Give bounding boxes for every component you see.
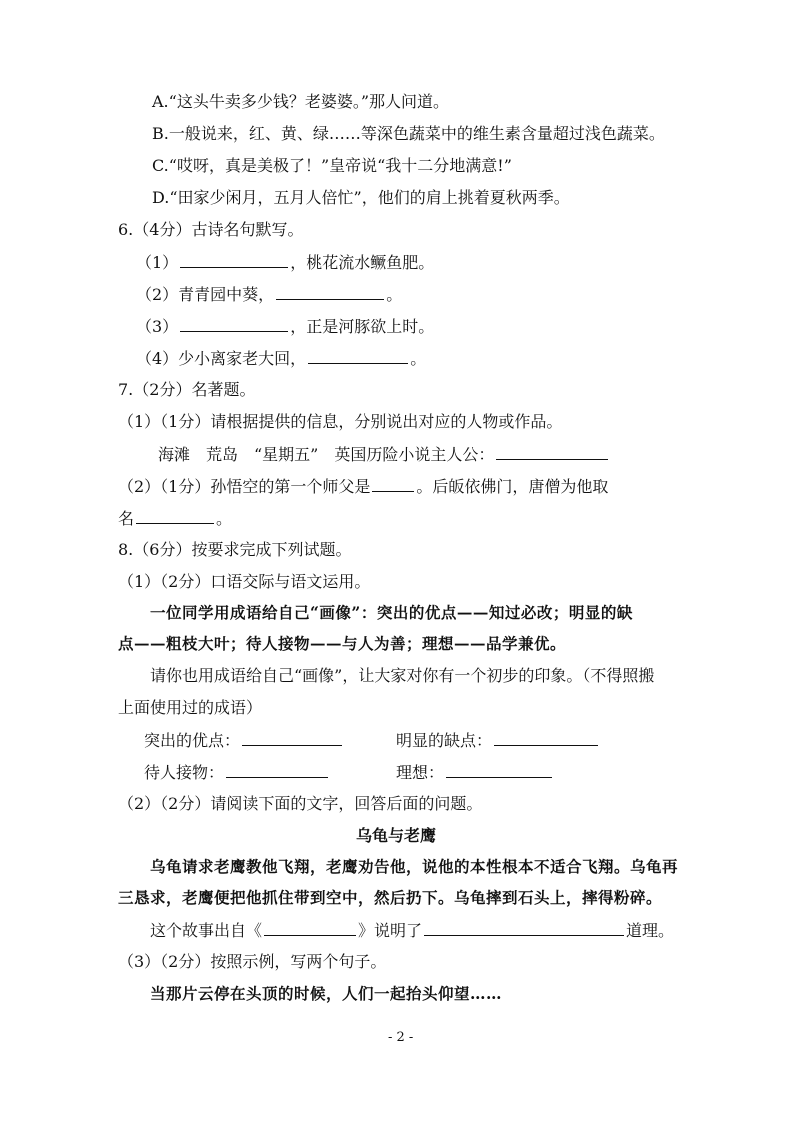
q6-item-1-num: （1） (136, 253, 179, 272)
q6-item-3 (136, 315, 434, 338)
q8-sub-2: （2）（2分）请阅读下面的文字，回答后面的问题。 (118, 794, 483, 813)
q6-blank-3[interactable] (180, 315, 288, 332)
q8-blank-weakness[interactable] (494, 729, 598, 746)
q8-sub-3-example: 当那片云停在头顶的时候，人们一起抬头仰望…… (150, 984, 503, 1003)
q8-label-weakness: 明显的缺点： (396, 731, 493, 750)
option-c: C.“哎呀，真是美极了！”皇帝说“我十二分地满意!” (152, 156, 512, 175)
q6-stem: 6.（4分）古诗名句默写。 (118, 220, 304, 239)
q7-sub-2-name: 名 (118, 509, 135, 528)
q6-blank-2[interactable] (276, 283, 384, 300)
q8-sub-3: （3）（2分）按照示例，写两个句子。 (118, 952, 387, 971)
option-b: B.一般说来，红、黄、绿……等深色蔬菜中的维生素含量超过浅色蔬菜。 (152, 124, 665, 143)
q8-field-strength (144, 729, 344, 752)
q8-blank-ideal[interactable] (446, 761, 552, 778)
q7-blank-3[interactable] (136, 507, 214, 524)
q8-example-line-2: 点——粗枝大叶；待人接物——与人为善；理想——品学兼优。 (118, 634, 567, 653)
q7-blank-1[interactable] (496, 443, 608, 460)
q7-sub-1: （1）（1分）请根据提供的信息，分别说出对应的人物或作品。 (118, 412, 563, 431)
story-blank-lesson[interactable] (424, 919, 624, 936)
q6-item-4-end: 。 (410, 349, 427, 368)
q6-item-2-end: 。 (386, 285, 403, 304)
q8-label-strength: 突出的优点： (144, 731, 241, 750)
q7-sub-2-end: 。 (216, 509, 233, 528)
q6-blank-1[interactable] (180, 251, 288, 268)
q7-sub-2-text: （2）（1分）孙悟空的第一个师父是 (118, 477, 371, 496)
q6-item-4 (136, 347, 426, 370)
q6-item-1-text: ，桃花流水鳜鱼肥。 (290, 253, 435, 272)
q8-label-ideal: 理想： (396, 763, 445, 782)
q8-field-weakness (396, 729, 600, 752)
q6-item-3-text: ，正是河豚欲上时。 (290, 317, 435, 336)
q8-blank-strength[interactable] (242, 729, 342, 746)
q8-blank-manner[interactable] (226, 761, 328, 778)
q7-sub-2-cont: 。后皈依佛门，唐僧为他取 (416, 477, 609, 496)
q7-sub-2 (118, 475, 608, 498)
q6-item-3-num: （3） (136, 317, 179, 336)
q8-example-line-1: 一位同学用成语给自己“画像”：突出的优点——知过必改；明显的缺 (150, 603, 633, 622)
page-number: - 2 - (388, 1030, 414, 1045)
q8-stem: 8.（6分）按要求完成下列试题。 (118, 540, 352, 559)
q8-field-ideal (396, 761, 554, 784)
story-line-1: 乌龟请求老鹰教他飞翔，老鹰劝告他，说他的本性根本不适合飞翔。乌龟再 (150, 857, 679, 876)
story-q-mid: 》说明了 (358, 921, 423, 940)
q8-label-manner: 待人接物： (144, 763, 225, 782)
q8-sub-1: （1）（2分）口语交际与语文运用。 (118, 572, 371, 591)
q8-field-manner (144, 761, 330, 784)
story-q-before: 这个故事出自《 (150, 921, 263, 940)
q7-sub-2-line2 (118, 507, 232, 530)
story-title: 乌龟与老鹰 (356, 826, 437, 845)
story-q-after: 道理。 (626, 921, 675, 940)
option-d: D.“田家少闲月，五月人倍忙”，他们的肩上挑着夏秋两季。 (152, 188, 570, 207)
q7-stem: 7.（2分）名著题。 (118, 380, 256, 399)
q7-blank-2[interactable] (372, 475, 414, 492)
q6-blank-4[interactable] (308, 347, 408, 364)
q6-item-2 (136, 283, 402, 306)
q6-item-2-text: （2）青青园中葵， (136, 285, 275, 304)
story-question (150, 919, 674, 942)
q7-sub-1-clues (158, 443, 610, 466)
q7-clues-text: 海滩 荒岛 “星期五” 英国历险小说主人公： (158, 445, 495, 464)
option-a: A.“这头牛卖多少钱？老婆婆。”那人问道。 (152, 92, 450, 111)
story-line-2: 三恳求，老鹰便把他抓住带到空中，然后扔下。乌龟摔到石头上，摔得粉碎。 (118, 888, 663, 907)
story-blank-book[interactable] (264, 919, 356, 936)
q8-instruction-line-1: 请你也用成语给自己“画像”，让大家对你有一个初步的印象。（不得照搬 (150, 666, 655, 685)
q6-item-1 (136, 251, 434, 274)
q6-item-4-text: （4）少小离家老大回， (136, 349, 307, 368)
q8-instruction-line-2: 上面使用过的成语） (118, 698, 263, 717)
